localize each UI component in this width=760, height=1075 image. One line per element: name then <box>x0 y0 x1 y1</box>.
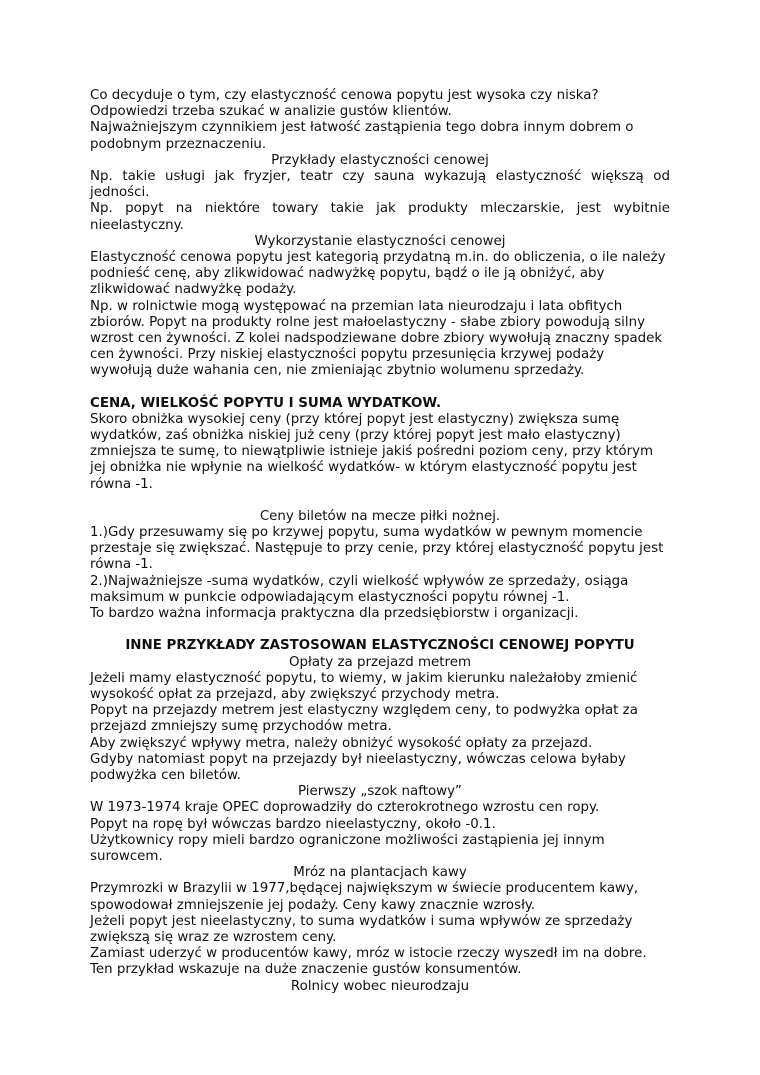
paragraph: Np. popyt na niektóre towary takie jak produkty mleczarskie, jest wybitnie nieelastyczny. <box>90 201 670 233</box>
paragraph: Jeżeli mamy elastyczność popytu, to wiemy, w jakim kierunku należałoby zmienić wysokość opłat za przejazd, aby zwiększyć przychody metra. <box>90 670 638 702</box>
paragraph: Użytkownicy ropy mieli bardzo ograniczone możliwości zastąpienia jej innym surowcem. <box>90 832 605 864</box>
paragraph: Popyt na przejazdy metrem jest elastyczny względem ceny, to podwyżka opłat za przejazd zmniejszy sumę przychodów metra. <box>90 703 638 735</box>
paragraph: To bardzo ważna informacja praktyczna dla przedsiębiorstw i organizacji. <box>90 606 579 622</box>
section-heading: Pierwszy „szok naftowy” <box>298 784 462 800</box>
spacer <box>90 622 670 638</box>
section-title: CENA, WIELKOŚĆ POPYTU I SUMA WYDATKOW. <box>90 395 442 411</box>
paragraph: Np. w rolnictwie mogą występować na przemian lata nieurodzaju i lata obfitych zbiorów. Popyt na produkty rolne jest małoelastyczny - słabe zbiory powodują silny wzrost cen żywności. Z kolei nadspodziewane dobre zbiory wywołują znaczny spadek cen żywności. Przy niskiej elastyczności popytu przesunięcia krzywej podaży wywołują duże wahania cen, nie zmieniając zbytnio wolumenu sprzedaży. <box>90 298 663 379</box>
section-heading: Wykorzystanie elastyczności cenowej <box>254 233 506 249</box>
section-heading: Rolnicy wobec nieurodzaju <box>290 978 470 994</box>
spacer <box>90 380 670 396</box>
paragraph: Popyt na ropę był wówczas bardzo nieelastyczny, około -0.1. <box>90 816 496 832</box>
document-page <box>90 88 670 995</box>
paragraph: Gdyby natomiast popyt na przejazdy był nieelastyczny, wówczas celowa byłaby podwyżka cen biletów. <box>90 751 626 783</box>
paragraph: Zamiast uderzyć w producentów kawy, mróz w istocie rzeczy wyszedł im na dobre. <box>90 946 647 962</box>
paragraph: 1.)Gdy przesuwamy się po krzywej popytu, suma wydatków w pewnym momencie przestaje się zwiększać. Następuje to przy cenie, przy której elastyczność popytu jest równa -1. <box>90 525 664 573</box>
spacer <box>90 493 670 509</box>
paragraph: Najważniejszym czynnikiem jest łatwość zastąpienia tego dobra innym dobrem o podobnym przeznaczeniu. <box>90 120 634 152</box>
paragraph: Przymrozki w Brazylii w 1977,będącej największym w świecie producentem kawy, spowodował zmniejszenie jej podaży. Ceny kawy znacznie wzrosły. <box>90 881 639 913</box>
paragraph: Elastyczność cenowa popytu jest kategorią przydatną m.in. do obliczenia, o ile należy podnieść cenę, aby zlikwidować nadwyżkę popytu, bądź o ile ją obniżyć, aby zlikwidować nadwyżkę podaży. <box>90 250 666 298</box>
section-heading: Ceny biletów na mecze piłki nożnej. <box>259 508 501 524</box>
section-heading: Mróz na plantacjach kawy <box>293 865 467 881</box>
section-heading: Przykłady elastyczności cenowej <box>271 152 489 168</box>
paragraph: Co decyduje o tym, czy elastyczność cenowa popytu jest wysoka czy niska? Odpowiedzi trzeba szukać w analizie gustów klientów. <box>90 88 599 120</box>
section-heading: Opłaty za przejazd metrem <box>289 654 471 670</box>
paragraph: Ten przykład wskazuje na duże znaczenie gustów konsumentów. <box>90 962 522 978</box>
paragraph: Jeżeli popyt jest nieelastyczny, to suma wydatków i suma wpływów ze sprzedaży zwiększą się wraz ze wzrostem ceny. <box>90 913 633 945</box>
paragraph: W 1973-1974 kraje OPEC doprowadziły do czterokrotnego wzrostu cen ropy. <box>90 800 600 816</box>
section-title: INNE PRZYKŁADY ZASTOSOWAN ELASTYCZNOŚCI CENOWEJ POPYTU <box>125 638 635 654</box>
paragraph: Np. takie usługi jak fryzjer, teatr czy sauna wykazują elastyczność większą od jedności. <box>90 169 670 201</box>
paragraph: 2.)Najważniejsze -suma wydatków, czyli wielkość wpływów ze sprzedaży, osiąga maksimum w punkcie odpowiadającym elastyczności popytu równej -1. <box>90 573 629 605</box>
paragraph: Skoro obniżka wysokiej ceny (przy której popyt jest elastyczny) zwiększa sumę wydatków, zaś obniżka niskiej już ceny (przy której popyt jest mało elastyczny) zmniejsza te sumę, to niewątpliwie istnieje jakiś pośredni poziom ceny, przy którym jej obniżka nie wpłynie na wielkość wydatków- w którym elastyczność popytu jest równa -1. <box>90 411 654 492</box>
paragraph: Aby zwiększyć wpływy metra, należy obniżyć wysokość opłaty za przejazd. <box>90 735 593 751</box>
